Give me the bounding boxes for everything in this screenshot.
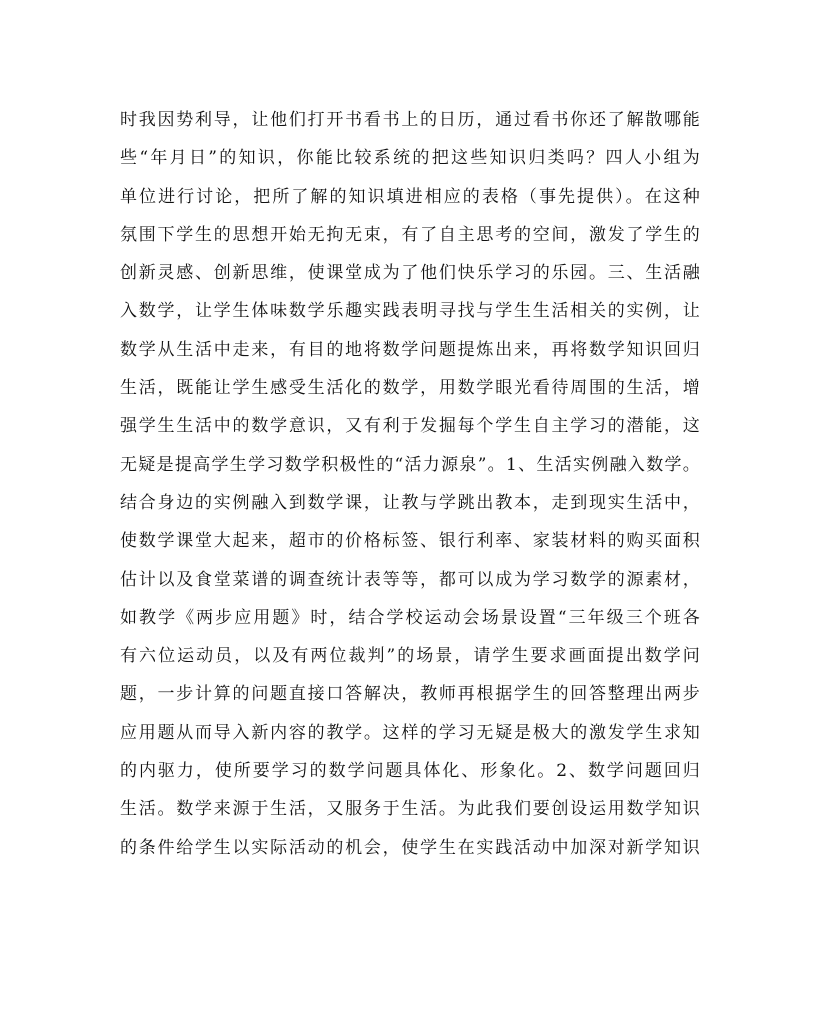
text-line: 数学从生活中走来，有目的地将数学问题提炼出来，再将数学知识回归 bbox=[120, 339, 700, 360]
text-line: 强学生生活中的数学意识，又有利于发掘每个学生自主学习的潜能，这 bbox=[120, 416, 700, 437]
text-line: 结合身边的实例融入到数学课，让教与学跳出教本，走到现实生活中， bbox=[120, 492, 700, 513]
text-line: 单位进行讨论，把所了解的知识填进相应的表格（事先提供）。在这种 bbox=[120, 186, 700, 207]
text-line: 估计以及食堂菜谱的调查统计表等等，都可以成为学习数学的源素材， bbox=[120, 569, 700, 590]
text-line: 生活。数学来源于生活，又服务于生活。为此我们要创设运用数学知识 bbox=[120, 799, 700, 820]
text-line: 应用题从而导入新内容的教学。这样的学习无疑是极大的激发学生求知 bbox=[120, 722, 700, 743]
text-line: 使数学课堂大起来，超市的价格标签、银行利率、家装材料的购买面积 bbox=[120, 531, 700, 552]
text-line: 无疑是提高学生学习数学积极性的“活力源泉”。1、生活实例融入数学。 bbox=[120, 454, 700, 475]
text-line: 有六位运动员，以及有两位裁判”的场景，请学生要求画面提出数学问 bbox=[120, 646, 700, 667]
text-line: 时我因势利导，让他们打开书看书上的日历，通过看书你还了解散哪能 bbox=[120, 110, 700, 130]
body-text bbox=[120, 101, 700, 867]
text-line: 入数学，让学生体味数学乐趣实践表明寻找与学生生活相关的实例，让 bbox=[120, 301, 700, 322]
text-line: 的条件给学生以实际活动的机会，使学生在实践活动中加深对新学知识 bbox=[120, 837, 700, 858]
text-line: 创新灵感、创新思维，使课堂成为了他们快乐学习的乐园。三、生活融 bbox=[120, 263, 700, 284]
text-line: 题，一步计算的问题直接口答解决，教师再根据学生的回答整理出两步 bbox=[120, 684, 700, 705]
text-line: 如教学《两步应用题》时，结合学校运动会场景设置“三年级三个班各 bbox=[120, 607, 700, 628]
text-line: 生活，既能让学生感受生活化的数学，用数学眼光看待周围的生活，增 bbox=[120, 378, 700, 399]
text-line: 的内驱力，使所要学习的数学问题具体化、形象化。2、数学问题回归 bbox=[120, 761, 700, 782]
text-line: 氛围下学生的思想开始无拘无束，有了自主思考的空间，激发了学生的 bbox=[120, 224, 700, 245]
text-line: 些“年月日”的知识，你能比较系统的把这些知识归类吗？四人小组为 bbox=[120, 148, 700, 169]
